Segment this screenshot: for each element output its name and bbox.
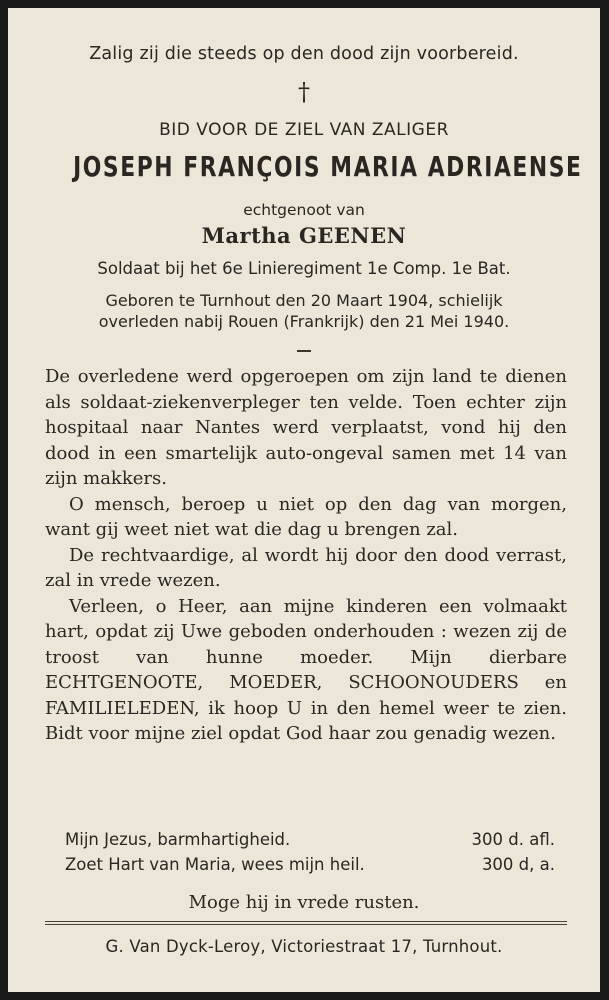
divider-rule	[45, 924, 567, 925]
memorial-card	[8, 8, 600, 992]
divider-rule	[45, 921, 567, 922]
deceased-name: JOSEPH FRANÇOIS MARIA ADRIAENSE	[73, 150, 583, 183]
spouse-label: echtgenoot van	[243, 201, 365, 219]
indulgence-value: 300 d. afl.	[471, 830, 555, 849]
paragraph-exhortation: O mensch, beroep u niet op den dag van morgen, want gij weet niet wat die dag u brengen zal.	[45, 493, 567, 540]
printer-credit: G. Van Dyck-Leroy, Victoriestraat 17, Turnhout.	[105, 937, 503, 956]
paragraph-farewell: Verleen, o Heer, aan mijne kinderen een volmaakt hart, opdat zij Uwe geboden onderhouden : wezen zij de troost van hunne moeder. Mijn dierbare ECHTGENOOTE, MOEDER, SCHOONOUDERS en FAMILIELEDEN, ik hoop U in den hemel weer te zien. Bidt voor mijne ziel opdat God haar zou genadig wezen.	[45, 595, 567, 744]
separator-dash	[297, 350, 311, 352]
military-rank: Soldaat bij het 6e Linieregiment 1e Comp. 1e Bat.	[97, 259, 511, 278]
cross-icon: †	[298, 78, 310, 106]
death-line: overleden nabij Rouen (Frankrijk) den 21 Mei 1940.	[98, 312, 510, 331]
motto: Zalig zij die steeds op den dood zijn voorbereid.	[89, 44, 519, 64]
paragraph-righteous: De rechtvaardige, al wordt hij door den dood verrast, zal in vrede wezen.	[45, 544, 567, 591]
indulgence-prayer: Mijn Jezus, barmhartigheid.	[65, 830, 291, 849]
body-text	[45, 364, 567, 747]
spouse-name: Martha GEENEN	[201, 223, 407, 248]
birth-line: Geboren te Turnhout den 20 Maart 1904, schielijk	[105, 291, 503, 310]
indulgence-prayer: Zoet Hart van Maria, wees mijn heil.	[65, 855, 365, 874]
prayer-heading: BID VOOR DE ZIEL VAN ZALIGER	[159, 120, 449, 140]
closing-line: Moge hij in vrede rusten.	[188, 892, 420, 913]
indulgence-value: 300 d, a.	[481, 855, 555, 874]
paragraph-circumstances: De overledene werd opgeroepen om zijn land te dienen als soldaat-ziekenverpleger ten velde. Toen echter zijn hospitaal naar Nantes werd verplaatst, vond hij den dood in een smartelijk auto-ongeval samen met 14 van zijn makkers.	[45, 366, 567, 489]
